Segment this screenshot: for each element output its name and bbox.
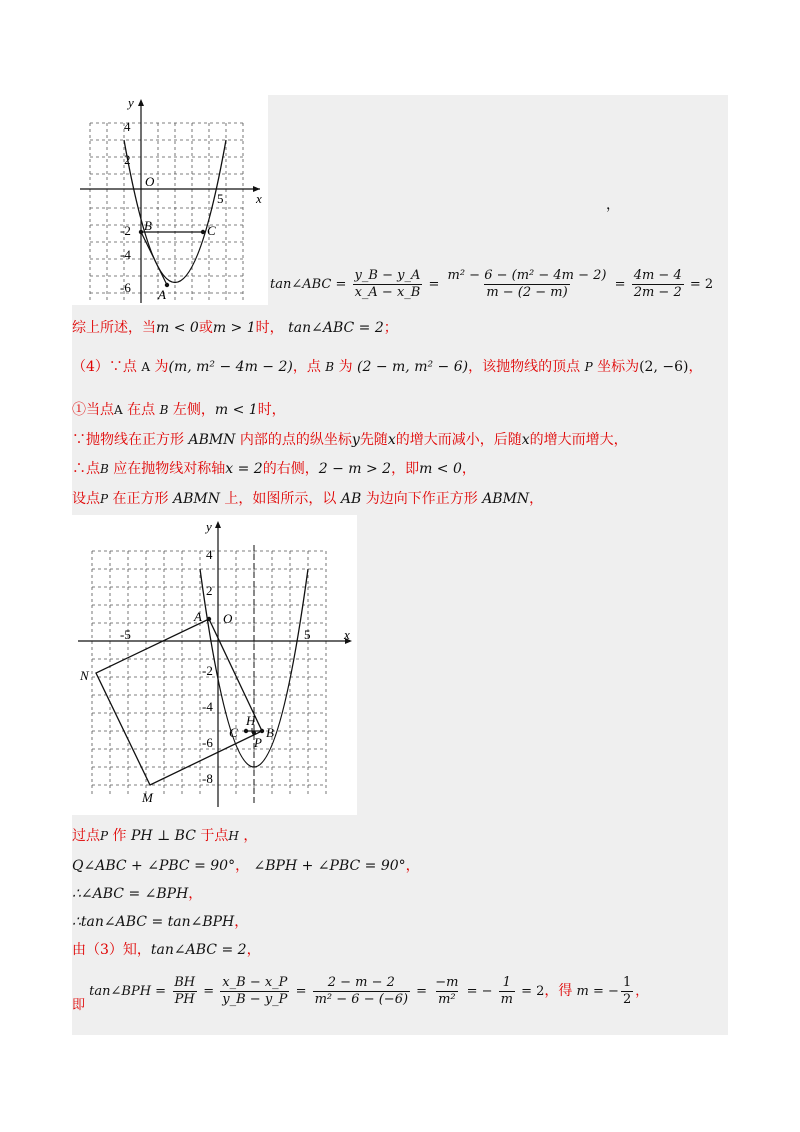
line-angle-equal: ∴∠ABC = ∠BPH，	[72, 886, 203, 902]
label-B-2: B	[266, 725, 274, 740]
point-C-2	[244, 729, 248, 733]
origin-label-2: O	[223, 611, 233, 626]
label-A-2: A	[194, 609, 202, 624]
label-A-1: A	[158, 287, 166, 302]
y-tick-neg2: -2	[120, 223, 131, 238]
x-axis-label-2: x	[344, 627, 350, 642]
line-tan-equal: ∴tan∠ABC = tan∠BPH，	[72, 914, 249, 930]
y-axis-label-2: y	[206, 519, 212, 534]
graph-2-svg	[72, 515, 357, 815]
point-B-2	[260, 729, 264, 733]
y-tick-2: 2	[124, 152, 131, 167]
line-case1: ①当点A 在点 B 左侧，m < 1时，	[72, 402, 286, 418]
segment-AB	[141, 232, 167, 285]
x-tick-5: 5	[304, 627, 311, 642]
y-tick-neg4: -4	[202, 699, 213, 714]
line-ph-perp: 过点P 作 PH ⊥ BC 于点H ，	[72, 828, 258, 844]
line-angle-sum: Q∠ABC + ∠PBC = 90°， ∠BPH + ∠PBC = 90°，	[72, 858, 420, 874]
line-parabola-square: ∵抛物线在正方形 ABMN 内部的点的纵坐标y先随x的增大而减小，后随x的增大而增大，	[72, 432, 628, 448]
figure-parabola-1	[72, 95, 268, 305]
formula1-result: = 2	[689, 277, 714, 292]
x-tick-neg5: -5	[120, 627, 131, 642]
point-A-2	[207, 617, 211, 621]
x-tick-5: 5	[217, 191, 224, 206]
label-M-2: M	[142, 790, 153, 805]
label-N-2: N	[80, 668, 89, 683]
line-square-setup: 设点P 在正方形 ABMN 上，如图所示，以 AB 为边向下作正方形 ABMN，	[72, 491, 544, 507]
point-C-1	[201, 230, 205, 234]
y-arrow-icon	[215, 521, 221, 528]
formula-tan-abc: tan∠ABC = $\frac{y\_B - y\_A}{x\_A - x\_B}$ = $\frac{\text{m² − 6 − (m² − 4m − 2)}}{m - (2 - m)}$ = $\frac{4m - 4}{2m - 2}$ = 2	[270, 268, 714, 300]
point-B-1	[139, 230, 143, 234]
formula1-lhs: tan∠ABC	[270, 277, 332, 292]
figure-parabola-square	[72, 515, 357, 815]
y-tick-neg4: -4	[120, 247, 131, 262]
label-C-2: C	[229, 725, 238, 740]
line-point-b-right: ∴点B 应在抛物线对称轴x = 2的右侧，2 − m > 2，即m < 0，	[72, 461, 476, 477]
label-B-1: B	[144, 218, 152, 233]
formula1-frac1: $\frac{y\_B - y\_A}{x\_A - x\_B}$	[354, 268, 421, 300]
label-P-2: P	[254, 735, 262, 750]
y-arrow-icon	[138, 99, 144, 106]
grid-1	[90, 123, 243, 300]
y-tick-neg2: -2	[202, 663, 213, 678]
x-axis-label-1: x	[256, 191, 262, 206]
graph-1-svg	[72, 95, 268, 305]
y-tick-4: 4	[206, 547, 213, 562]
label-C-1: C	[207, 223, 216, 238]
line-from-part3: 由（3）知，tan∠ABC = 2，	[72, 942, 261, 958]
square-ABMN	[96, 619, 262, 785]
line-part4: （4）∵点 A 为(m, m² − 4m − 2)，点 B 为 (2 − m, m² − 6)，该抛物线的顶点 P 坐标为(2, −6)，	[72, 359, 703, 375]
formula1-frac3: $\frac{4m - 4}{2m - 2}$	[633, 268, 682, 300]
y-tick-4: 4	[124, 119, 131, 134]
y-axis-label-1: y	[128, 95, 134, 110]
y-tick-neg6: -6	[120, 280, 131, 295]
line-conclusion: 综上所述，当m < 0或m > 1时， tan∠ABC = 2；	[72, 320, 398, 336]
label-H-2: H	[246, 713, 256, 728]
y-tick-neg6: -6	[202, 735, 213, 750]
y-tick-neg8: -8	[202, 771, 213, 786]
formula1-frac2: $\frac{\text{m² − 6 − (m² − 4m − 2)}}{m - (2 - m)}$	[447, 268, 607, 300]
origin-label-1: O	[145, 174, 155, 189]
formula-tan-bph: 即 tan∠BPH = $\frac{BH}{PH}$ = $\frac{x\_B - x\_P}{y\_B - y\_P}$ = $\frac{2 - m - 2}{\text{m² − 6 − (−6)}}$ = $\frac{-m}{\text{m²}}$ = − $\frac{1}{m}$ = 2，得 m = − $\frac{1}{2}$ ，	[72, 975, 649, 1013]
y-tick-2: 2	[206, 583, 213, 598]
stray-comma: ，	[606, 197, 620, 213]
